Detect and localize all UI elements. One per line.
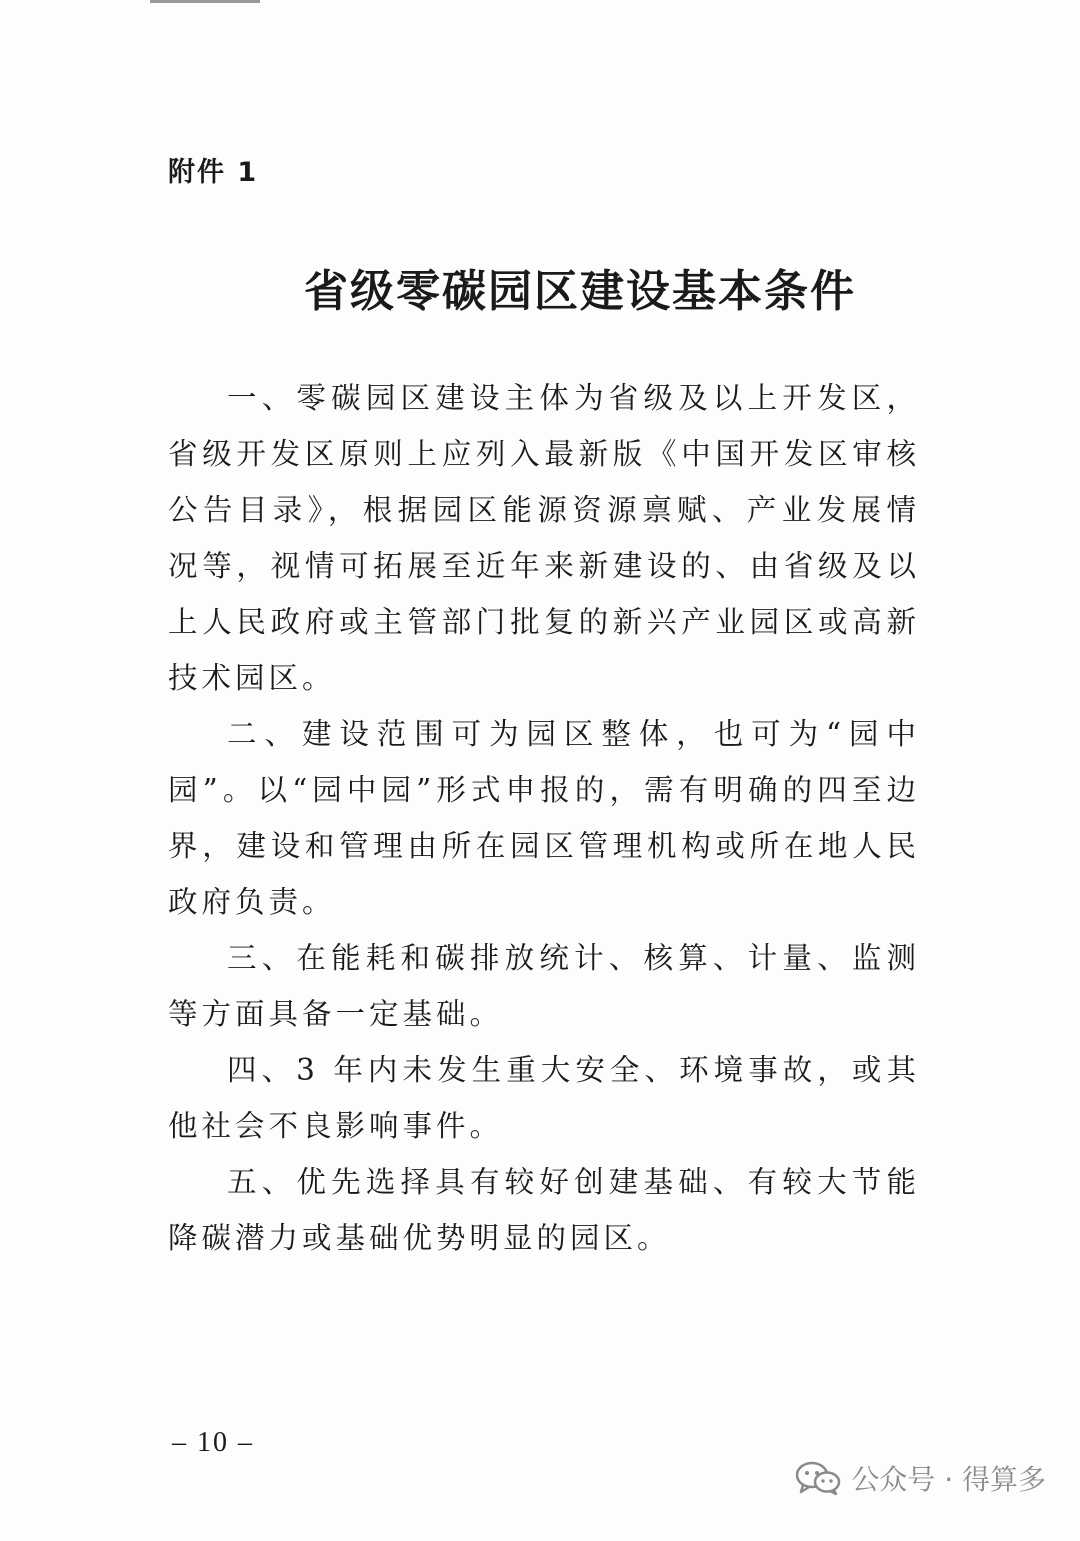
document-body — [168, 370, 920, 1266]
watermark — [795, 1458, 1046, 1498]
paragraph-3: 三、在能耗和碳排放统计、核算、计量、监测等方面具备一定基础。 — [168, 941, 920, 1031]
scan-edge-mark — [150, 0, 260, 3]
paragraph-5: 五、优先选择具有较好创建基础、有较大节能降碳潜力或基础优势明显的园区。 — [168, 1165, 920, 1255]
watermark-text: 公众号 · 得算多 — [851, 1463, 1046, 1496]
attachment-label: 附件 1 — [168, 157, 259, 188]
page-number: – 10 – — [172, 1427, 254, 1458]
paragraph-4: 四、3 年内未发生重大安全、环境事故，或其他社会不良影响事件。 — [168, 1053, 920, 1143]
wechat-icon — [795, 1461, 841, 1495]
paragraph-2: 二、建设范围可为园区整体，也可为“园中园”。以“园中园”形式申报的，需有明确的四至边界，建设和管理由所在园区管理机构或所在地人民政府负责。 — [168, 717, 920, 919]
paragraph-1: 一、零碳园区建设主体为省级及以上开发区，省级开发区原则上应列入最新版《中国开发区审核公告目录》，根据园区能源资源禀赋、产业发展情况等，视情可拓展至近年来新建设的、由省级及以上人民政府或主管部门批复的新兴产业园区或高新技术园区。 — [168, 381, 920, 695]
document-title: 省级零碳园区建设基本条件 — [304, 266, 856, 317]
